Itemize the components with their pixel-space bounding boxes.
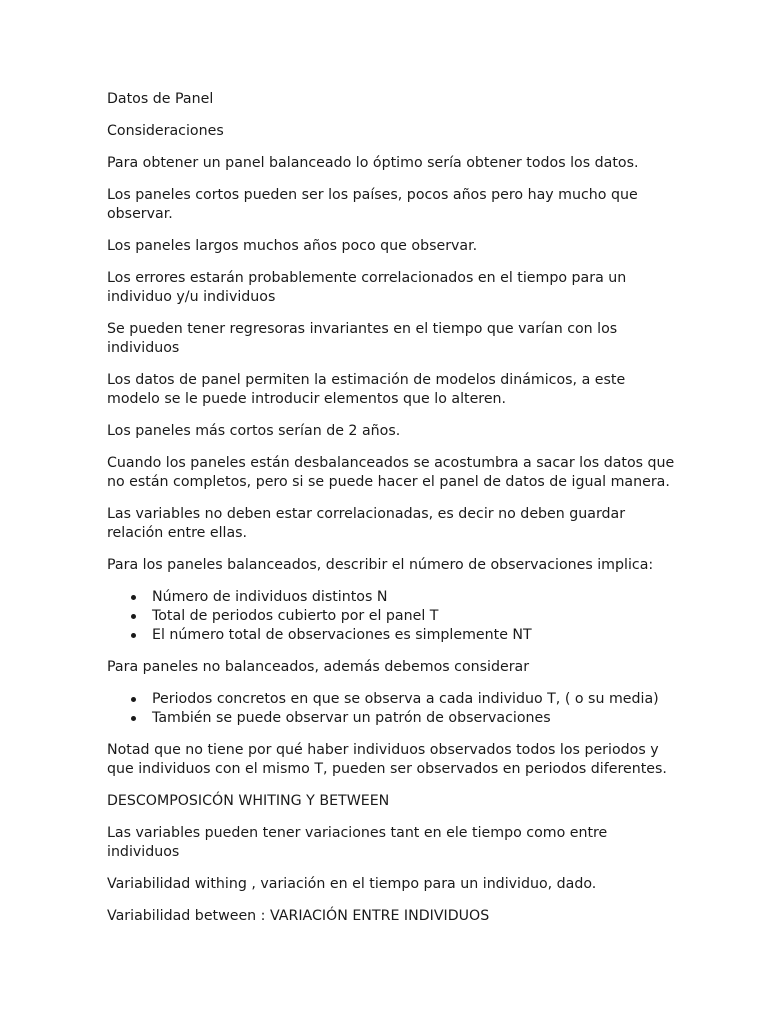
list-item: [152, 626, 677, 645]
paragraph: Los datos de panel permiten la estimación de modelos dinámicos, a este modelo se le puede introducir elementos que lo alteren.: [107, 372, 626, 407]
bullet-icon: [131, 614, 136, 619]
paragraph: Para los paneles balanceados, describir el número de observaciones implica:: [107, 557, 654, 573]
paragraph: Las variables pueden tener variaciones tant en ele tiempo como entre individuos: [107, 825, 608, 860]
section-heading: DESCOMPOSICÓN WHITING Y BETWEEN: [107, 793, 390, 809]
unbalanced-panel-list: [107, 690, 677, 728]
bullet-icon: [131, 633, 136, 638]
document-subtitle: Consideraciones: [107, 123, 224, 139]
paragraph: Variabilidad between : VARIACIÓN ENTRE INDIVIDUOS: [107, 908, 490, 924]
document-page: [107, 90, 677, 939]
paragraph: Las variables no deben estar correlacionadas, es decir no deben guardar relación entre ellas.: [107, 506, 626, 541]
paragraph: Se pueden tener regresoras invariantes en el tiempo que varían con los individuos: [107, 321, 618, 356]
paragraph: Variabilidad withing , variación en el tiempo para un individuo, dado.: [107, 876, 597, 892]
list-item-text: Periodos concretos en que se observa a cada individuo T, ( o su media): [152, 691, 659, 707]
bullet-icon: [131, 697, 136, 702]
paragraph: Para obtener un panel balanceado lo óptimo sería obtener todos los datos.: [107, 155, 639, 171]
document-title: Datos de Panel: [107, 91, 214, 107]
paragraph: Los paneles más cortos serían de 2 años.: [107, 423, 401, 439]
list-item-text: Total de periodos cubierto por el panel T: [152, 608, 439, 624]
bullet-icon: [131, 595, 136, 600]
balanced-panel-list: [107, 588, 677, 645]
list-item-text: Número de individuos distintos N: [152, 589, 388, 605]
list-item: [152, 690, 677, 709]
list-item-text: El número total de observaciones es simplemente NT: [152, 627, 532, 643]
paragraph: Cuando los paneles están desbalanceados se acostumbra a sacar los datos que no están completos, pero si se puede hacer el panel de datos de igual manera.: [107, 455, 675, 490]
list-item: [152, 588, 677, 607]
list-item-text: También se puede observar un patrón de observaciones: [152, 710, 551, 726]
paragraph: Los paneles cortos pueden ser los países, pocos años pero hay mucho que observar.: [107, 187, 638, 222]
list-item: [152, 709, 677, 728]
paragraph: Notad que no tiene por qué haber individuos observados todos los periodos y que individuos con el mismo T, pueden ser observados en periodos diferentes.: [107, 742, 667, 777]
bullet-icon: [131, 716, 136, 721]
paragraph: Para paneles no balanceados, además debemos considerar: [107, 659, 530, 675]
paragraph: Los paneles largos muchos años poco que observar.: [107, 238, 478, 254]
list-item: [152, 607, 677, 626]
paragraph: Los errores estarán probablemente correlacionados en el tiempo para un individuo y/u individuos: [107, 270, 627, 305]
